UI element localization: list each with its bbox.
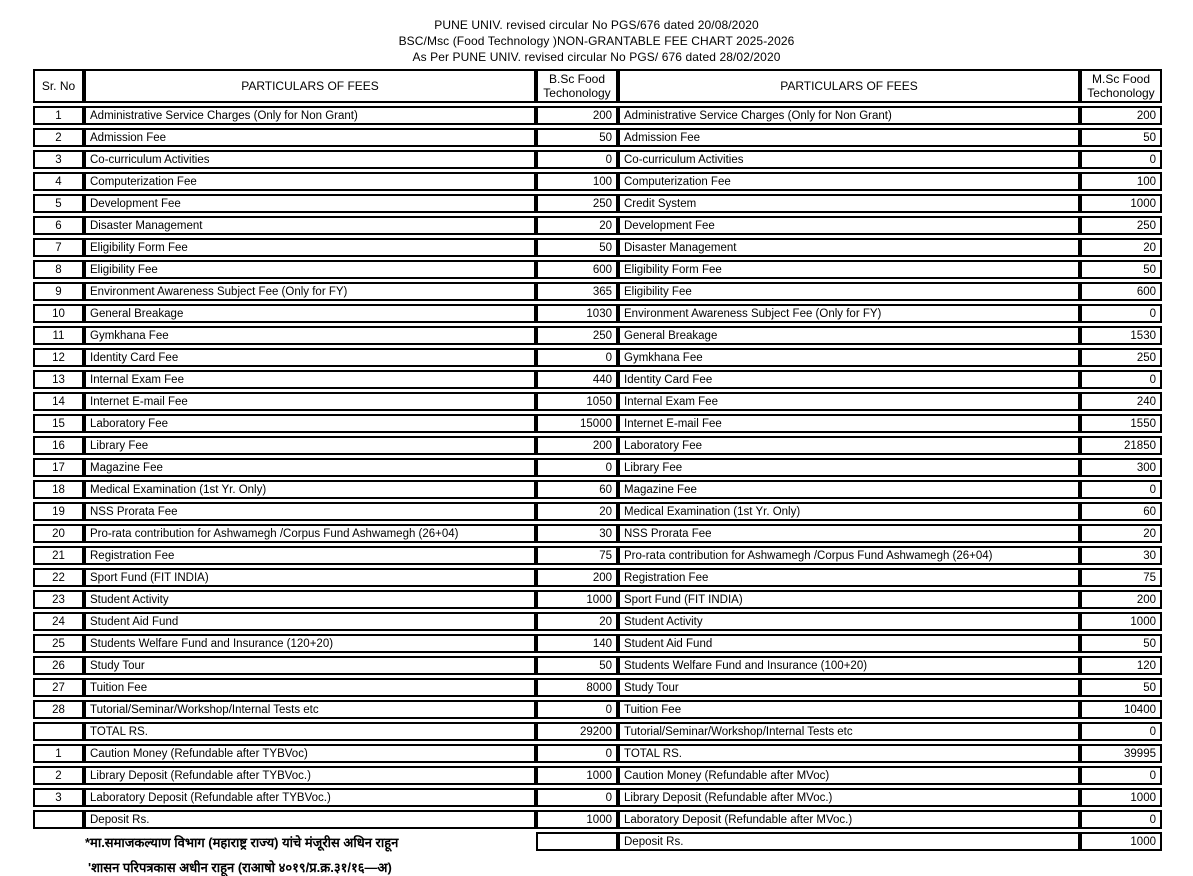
bsc-fee-value: 100 <box>536 172 618 191</box>
fee-particulars-right: Deposit Rs. <box>618 832 1080 851</box>
table-row <box>33 128 1162 147</box>
fee-particulars-left: Tutorial/Seminar/Workshop/Internal Tests etc <box>84 700 536 719</box>
fee-particulars-right: Gymkhana Fee <box>618 348 1080 367</box>
fee-particulars-left: Eligibility Form Fee <box>84 238 536 257</box>
bsc-fee-value: 0 <box>536 744 618 763</box>
msc-fee-value: 300 <box>1080 458 1162 477</box>
fee-particulars-right: Laboratory Fee <box>618 436 1080 455</box>
msc-fee-value: 0 <box>1080 480 1162 499</box>
fee-particulars-right: Study Tour <box>618 678 1080 697</box>
msc-fee-value: 20 <box>1080 238 1162 257</box>
sr-no-cell: 6 <box>33 216 84 235</box>
fee-particulars-right: Student Aid Fund <box>618 634 1080 653</box>
fee-particulars-right: TOTAL RS. <box>618 744 1080 763</box>
fee-particulars-left: Disaster Management <box>84 216 536 235</box>
fee-particulars-left: Students Welfare Fund and Insurance (120+20) <box>84 634 536 653</box>
bsc-fee-value: 0 <box>536 348 618 367</box>
msc-fee-value: 0 <box>1080 722 1162 741</box>
fee-particulars-right: Caution Money (Refundable after MVoc) <box>618 766 1080 785</box>
sr-no-cell: 3 <box>33 150 84 169</box>
table-row <box>33 194 1162 213</box>
fee-particulars-right: Identity Card Fee <box>618 370 1080 389</box>
header-bsc-food-technology: B.Sc Food Techonology <box>536 69 618 103</box>
doc-title-line-2: BSC/Msc (Food Technology )NON-GRANTABLE FEE CHART 2025-2026 <box>398 34 795 48</box>
msc-fee-value: 0 <box>1080 304 1162 323</box>
msc-fee-value: 39995 <box>1080 744 1162 763</box>
fee-particulars-right: Administrative Service Charges (Only for Non Grant) <box>618 106 1080 125</box>
bsc-fee-value <box>536 832 618 851</box>
table-row <box>33 810 1162 829</box>
msc-fee-value: 1530 <box>1080 326 1162 345</box>
fee-particulars-right: Registration Fee <box>618 568 1080 587</box>
table-row <box>33 304 1162 323</box>
table-row <box>33 568 1162 587</box>
sr-no-cell: 26 <box>33 656 84 675</box>
bsc-fee-value: 8000 <box>536 678 618 697</box>
sr-no-cell: 8 <box>33 260 84 279</box>
fee-particulars-left: Library Fee <box>84 436 536 455</box>
table-row <box>33 612 1162 631</box>
bsc-fee-value: 0 <box>536 700 618 719</box>
table-row <box>33 106 1162 125</box>
table-row <box>33 172 1162 191</box>
sr-no-cell: 1 <box>33 744 84 763</box>
header-particulars-right: PARTICULARS OF FEES <box>618 69 1080 103</box>
msc-fee-value: 100 <box>1080 172 1162 191</box>
doc-title-line-3: As Per PUNE UNIV. revised circular No PGS/ 676 dated 28/02/2020 <box>412 50 781 64</box>
msc-fee-value: 50 <box>1080 128 1162 147</box>
fee-particulars-left: Library Deposit (Refundable after TYBVoc.) <box>84 766 536 785</box>
sr-no-cell: 1 <box>33 106 84 125</box>
sr-no-cell: 15 <box>33 414 84 433</box>
fee-particulars-right: Disaster Management <box>618 238 1080 257</box>
sr-no-cell: 12 <box>33 348 84 367</box>
fee-particulars-left: Laboratory Fee <box>84 414 536 433</box>
table-row <box>33 656 1162 675</box>
msc-fee-value: 50 <box>1080 678 1162 697</box>
fee-particulars-left: Gymkhana Fee <box>84 326 536 345</box>
bsc-fee-value: 50 <box>536 238 618 257</box>
fee-particulars-left: Student Aid Fund <box>84 612 536 631</box>
sr-no-cell: 21 <box>33 546 84 565</box>
header-sr-no: Sr. No <box>33 69 84 103</box>
fee-particulars-right: Development Fee <box>618 216 1080 235</box>
bsc-fee-value: 1050 <box>536 392 618 411</box>
table-row <box>33 744 1162 763</box>
table-row <box>33 282 1162 301</box>
table-row <box>33 832 1162 851</box>
fee-chart-table <box>33 66 1162 854</box>
msc-fee-value: 240 <box>1080 392 1162 411</box>
msc-fee-value: 30 <box>1080 546 1162 565</box>
bsc-fee-value: 20 <box>536 216 618 235</box>
fee-particulars-left: Internet E-mail Fee <box>84 392 536 411</box>
msc-fee-value: 600 <box>1080 282 1162 301</box>
msc-fee-value: 1000 <box>1080 788 1162 807</box>
fee-particulars-right: Environment Awareness Subject Fee (Only for FY) <box>618 304 1080 323</box>
sr-no-cell: 13 <box>33 370 84 389</box>
msc-fee-value: 20 <box>1080 524 1162 543</box>
table-row <box>33 678 1162 697</box>
table-row <box>33 546 1162 565</box>
msc-fee-value: 250 <box>1080 216 1162 235</box>
table-row <box>33 722 1162 741</box>
table-row <box>33 436 1162 455</box>
msc-fee-value: 200 <box>1080 590 1162 609</box>
fee-particulars-right: Credit System <box>618 194 1080 213</box>
sr-no-cell: 20 <box>33 524 84 543</box>
bsc-fee-value: 20 <box>536 612 618 631</box>
fee-particulars-left: Deposit Rs. <box>84 810 536 829</box>
bsc-fee-value: 600 <box>536 260 618 279</box>
bsc-fee-value: 1000 <box>536 590 618 609</box>
fee-particulars-right: Computerization Fee <box>618 172 1080 191</box>
sr-no-cell: 18 <box>33 480 84 499</box>
header-particulars-left: PARTICULARS OF FEES <box>84 69 536 103</box>
fee-particulars-right: Students Welfare Fund and Insurance (100+20) <box>618 656 1080 675</box>
bsc-fee-value: 0 <box>536 458 618 477</box>
bsc-fee-value: 1000 <box>536 766 618 785</box>
msc-fee-value: 250 <box>1080 348 1162 367</box>
bsc-fee-value: 365 <box>536 282 618 301</box>
sr-no-cell: 28 <box>33 700 84 719</box>
table-header-row <box>33 69 1162 103</box>
table-row <box>33 590 1162 609</box>
table-row <box>33 238 1162 257</box>
fee-particulars-left: Laboratory Deposit (Refundable after TYBVoc.) <box>84 788 536 807</box>
header-msc-food-technology: M.Sc Food Techonology <box>1080 69 1162 103</box>
bsc-fee-value: 1030 <box>536 304 618 323</box>
fee-particulars-left: TOTAL RS. <box>84 722 536 741</box>
fee-particulars-left: Sport Fund (FIT INDIA) <box>84 568 536 587</box>
fee-particulars-left: Caution Money (Refundable after TYBVoc) <box>84 744 536 763</box>
sr-no-cell: 14 <box>33 392 84 411</box>
sr-no-cell: 16 <box>33 436 84 455</box>
sr-no-cell: 23 <box>33 590 84 609</box>
table-row <box>33 392 1162 411</box>
fee-particulars-right: Library Fee <box>618 458 1080 477</box>
fee-particulars-left: Computerization Fee <box>84 172 536 191</box>
sr-no-cell: 24 <box>33 612 84 631</box>
fee-particulars-right: Co-curriculum Activities <box>618 150 1080 169</box>
sr-no-cell: 19 <box>33 502 84 521</box>
table-row <box>33 524 1162 543</box>
fee-particulars-left: Identity Card Fee <box>84 348 536 367</box>
table-row <box>33 370 1162 389</box>
fee-particulars-right: Tutorial/Seminar/Workshop/Internal Tests etc <box>618 722 1080 741</box>
msc-fee-value: 21850 <box>1080 436 1162 455</box>
bsc-fee-value: 30 <box>536 524 618 543</box>
sr-no-cell: 25 <box>33 634 84 653</box>
fee-particulars-right: Pro-rata contribution for Ashwamegh /Corpus Fund Ashwamegh (26+04) <box>618 546 1080 565</box>
fee-particulars-left: Pro-rata contribution for Ashwamegh /Corpus Fund Ashwamegh (26+04) <box>84 524 536 543</box>
msc-fee-value: 200 <box>1080 106 1162 125</box>
sr-no-cell <box>33 722 84 741</box>
msc-fee-value: 1550 <box>1080 414 1162 433</box>
msc-fee-value: 1000 <box>1080 832 1162 851</box>
fee-particulars-left: Internal Exam Fee <box>84 370 536 389</box>
table-row <box>33 326 1162 345</box>
table-row <box>33 766 1162 785</box>
msc-fee-value: 10400 <box>1080 700 1162 719</box>
fee-particulars-right: Medical Examination (1st Yr. Only) <box>618 502 1080 521</box>
bsc-fee-value: 0 <box>536 150 618 169</box>
sr-no-cell: 7 <box>33 238 84 257</box>
msc-fee-value: 0 <box>1080 810 1162 829</box>
fee-particulars-left: Registration Fee <box>84 546 536 565</box>
fee-particulars-right: Internal Exam Fee <box>618 392 1080 411</box>
fee-particulars-right: Tuition Fee <box>618 700 1080 719</box>
msc-fee-value: 50 <box>1080 260 1162 279</box>
msc-fee-value: 0 <box>1080 370 1162 389</box>
sr-no-cell: 22 <box>33 568 84 587</box>
bsc-fee-value: 75 <box>536 546 618 565</box>
bsc-fee-value: 50 <box>536 656 618 675</box>
msc-fee-value: 1000 <box>1080 612 1162 631</box>
bsc-fee-value: 1000 <box>536 810 618 829</box>
table-row <box>33 348 1162 367</box>
sr-no-cell: 4 <box>33 172 84 191</box>
table-row <box>33 480 1162 499</box>
bsc-fee-value: 200 <box>536 106 618 125</box>
bsc-fee-value: 50 <box>536 128 618 147</box>
bsc-fee-value: 200 <box>536 568 618 587</box>
footer-note-line1: *मा.समाजकल्याण विभाग (महाराष्ट्र राज्य) यांचे मंजूरीस अधिन राहून <box>85 834 399 850</box>
fee-particulars-right: Admission Fee <box>618 128 1080 147</box>
bsc-fee-value: 200 <box>536 436 618 455</box>
document-header <box>0 0 1193 65</box>
sr-no-cell <box>33 810 84 829</box>
sr-no-cell: 2 <box>33 128 84 147</box>
doc-title-line-1: PUNE UNIV. revised circular No PGS/676 dated 20/08/2020 <box>434 18 759 32</box>
fee-particulars-left: Eligibility Fee <box>84 260 536 279</box>
sr-no-cell: 3 <box>33 788 84 807</box>
fee-particulars-left: Magazine Fee <box>84 458 536 477</box>
footer-note-line2: 'शासन परिपत्रकास अधीन राहून (राआषो ४०१९/प्र.क्र.३१/१६—अ) <box>88 860 392 875</box>
fee-particulars-left: Development Fee <box>84 194 536 213</box>
table-row <box>33 414 1162 433</box>
bsc-fee-value: 60 <box>536 480 618 499</box>
fee-particulars-right: Eligibility Form Fee <box>618 260 1080 279</box>
fee-particulars-left: NSS Prorata Fee <box>84 502 536 521</box>
table-row <box>33 700 1162 719</box>
fee-particulars-right: Eligibility Fee <box>618 282 1080 301</box>
sr-no-cell: 17 <box>33 458 84 477</box>
fee-particulars-left: Tuition Fee <box>84 678 536 697</box>
sr-no-cell: 27 <box>33 678 84 697</box>
msc-fee-value: 0 <box>1080 766 1162 785</box>
table-row <box>33 216 1162 235</box>
table-row <box>33 260 1162 279</box>
fee-particulars-right: Laboratory Deposit (Refundable after MVoc.) <box>618 810 1080 829</box>
bsc-fee-value: 140 <box>536 634 618 653</box>
fee-particulars-left: General Breakage <box>84 304 536 323</box>
bsc-fee-value: 29200 <box>536 722 618 741</box>
fee-particulars-right: Student Activity <box>618 612 1080 631</box>
fee-particulars-left: Student Activity <box>84 590 536 609</box>
msc-fee-value: 0 <box>1080 150 1162 169</box>
bsc-fee-value: 250 <box>536 194 618 213</box>
table-row <box>33 150 1162 169</box>
bsc-fee-value: 250 <box>536 326 618 345</box>
fee-particulars-right: Sport Fund (FIT INDIA) <box>618 590 1080 609</box>
fee-particulars-left: Administrative Service Charges (Only for Non Grant) <box>84 106 536 125</box>
fee-particulars-right: Magazine Fee <box>618 480 1080 499</box>
sr-no-cell: 5 <box>33 194 84 213</box>
fee-table-body <box>33 106 1162 851</box>
bsc-fee-value: 0 <box>536 788 618 807</box>
fee-particulars-left: Environment Awareness Subject Fee (Only for FY) <box>84 282 536 301</box>
msc-fee-value: 50 <box>1080 634 1162 653</box>
table-row <box>33 458 1162 477</box>
fee-particulars-right: Library Deposit (Refundable after MVoc.) <box>618 788 1080 807</box>
fee-particulars-left: Admission Fee <box>84 128 536 147</box>
fee-particulars-right: General Breakage <box>618 326 1080 345</box>
msc-fee-value: 75 <box>1080 568 1162 587</box>
bsc-fee-value: 15000 <box>536 414 618 433</box>
sr-no-cell: 9 <box>33 282 84 301</box>
sr-no-cell: 10 <box>33 304 84 323</box>
fee-particulars-left: Medical Examination (1st Yr. Only) <box>84 480 536 499</box>
table-row <box>33 502 1162 521</box>
fee-particulars-right: NSS Prorata Fee <box>618 524 1080 543</box>
fee-particulars-right: Internet E-mail Fee <box>618 414 1080 433</box>
msc-fee-value: 120 <box>1080 656 1162 675</box>
fee-particulars-left: Co-curriculum Activities <box>84 150 536 169</box>
table-row <box>33 788 1162 807</box>
table-row <box>33 634 1162 653</box>
bsc-fee-value: 20 <box>536 502 618 521</box>
bsc-fee-value: 440 <box>536 370 618 389</box>
fee-particulars-left: Study Tour <box>84 656 536 675</box>
sr-no-cell: 2 <box>33 766 84 785</box>
msc-fee-value: 60 <box>1080 502 1162 521</box>
msc-fee-value: 1000 <box>1080 194 1162 213</box>
sr-no-cell: 11 <box>33 326 84 345</box>
